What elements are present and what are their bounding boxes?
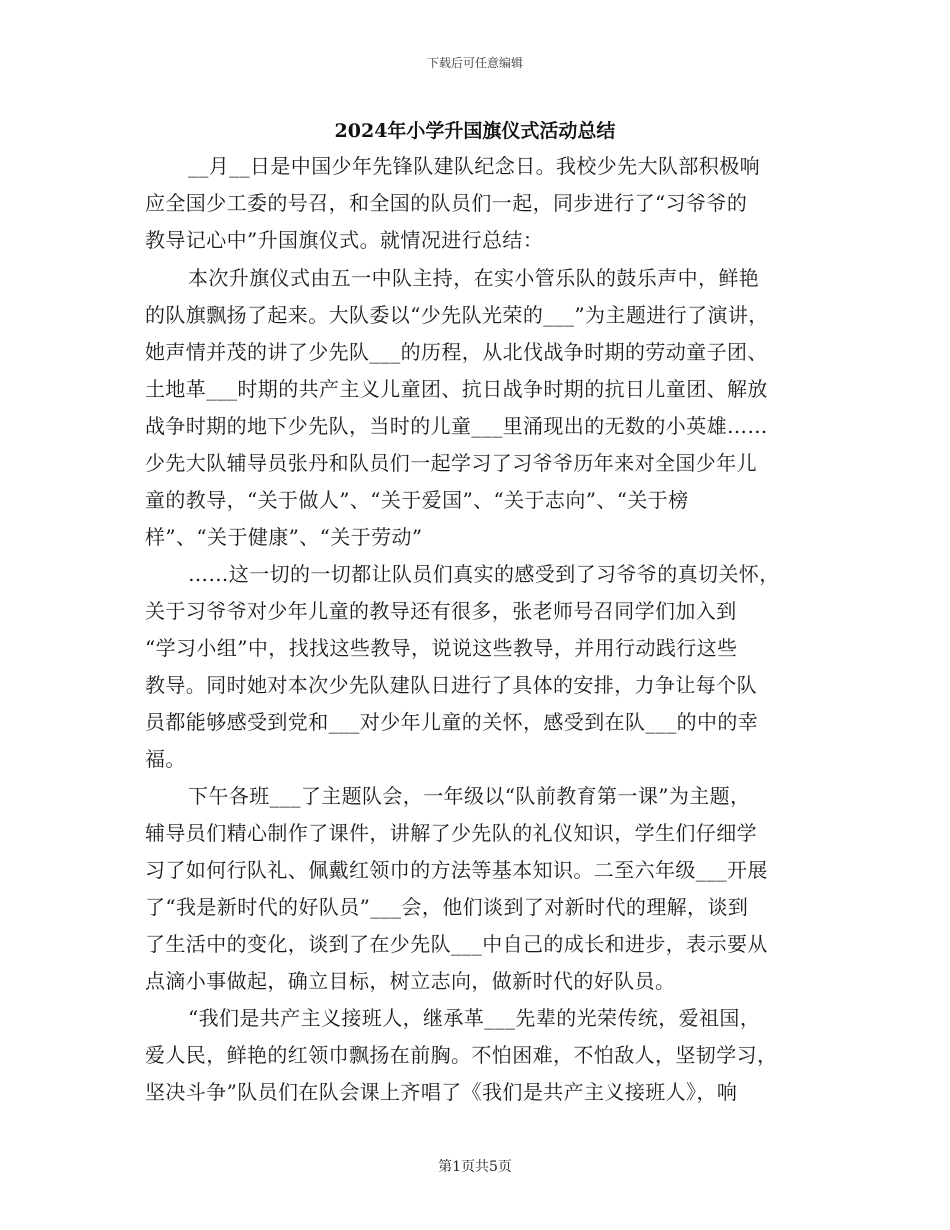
body-line: 少先大队辅导员张丹和队员们一起学习了习爷爷历年来对全国少年儿 [145,451,757,475]
body-line: “我们是共产主义接班人，继承革___先辈的光荣传统，爱祖国， [188,1006,761,1030]
body-line: 的队旗飘扬了起来。大队委以“少先队光荣的___”为主题进行了演讲， [145,303,769,327]
header-note: 下载后可任意编辑 [426,56,523,70]
body-line: 爱人民，鲜艳的红领巾飘扬在前胸。不怕困难，不怕敌人，坚韧学习， [145,1043,778,1067]
body-line: 习了如何行队礼、佩戴红领巾的方法等基本知识。二至六年级___开展 [145,858,768,882]
body-line: “学习小组”中，找找这些教导，说说这些教导，并用行动践行这些 [145,636,738,660]
body-line: 应全国少工委的号召，和全国的队员们一起，同步进行了“习爷爷的 [145,191,748,215]
body-line: 辅导员们精心制作了课件，讲解了少先队的礼仪知识，学生们仔细学 [145,821,757,845]
body-line: 本次升旗仪式由五一中队主持，在实小管乐队的鼓乐声中，鲜艳 [188,266,760,290]
body-line: 童的教导，“关于做人”、“关于爱国”、“关于志向”、“关于榜 [145,488,689,512]
body-line: 点滴小事做起，确立目标，树立志向，做新时代的好队员。 [145,969,676,993]
body-line: 员都能够感受到党和___对少年儿童的关怀，感受到在队___的中的幸 [145,710,759,734]
body-line: 坚决斗争”队员们在队会课上齐唱了《我们是共产主义接班人》，响 [145,1080,738,1104]
body-line: 了生活中的变化，谈到了在少先队___中自己的成长和进步，表示要从 [145,932,768,956]
body-line: 她声情并茂的讲了少先队___的历程，从北伐战争时期的劳动童子团、 [145,340,768,364]
body-line: 战争时期的地下少先队，当时的儿童___里涌现出的无数的小英雄…… [145,414,768,438]
document-title: 2024年小学升国旗仪式活动总结 [334,120,616,142]
body-line: __月__日是中国少年先锋队建队纪念日。我校少先大队部积极响 [188,154,760,178]
body-line: 关于习爷爷对少年儿童的教导还有很多，张老师号召同学们加入到 [145,599,737,623]
body-line: 教导。同时她对本次少先队建队日进行了具体的安排，力争让每个队 [145,673,757,697]
body-line: 下午各班___了主题队会，一年级以“队前教育第一课”为主题， [188,784,751,808]
body-line: 教导记心中”升国旗仪式。就情况进行总结： [145,228,544,252]
body-line: 土地革___时期的共产主义儿童团、抗日战争时期的抗日儿童团、解放 [145,377,768,401]
body-line: 福。 [145,747,186,771]
page-number: 第1页共5页 [438,1159,512,1175]
body-line: ……这一切的一切都让队员们真实的感受到了习爷爷的真切关怀， [188,562,780,586]
body-line: 样”、“关于健康”、“关于劳动” [145,525,423,549]
body-line: 了“我是新时代的好队员”___会，他们谈到了对新时代的理解，谈到 [145,895,749,919]
